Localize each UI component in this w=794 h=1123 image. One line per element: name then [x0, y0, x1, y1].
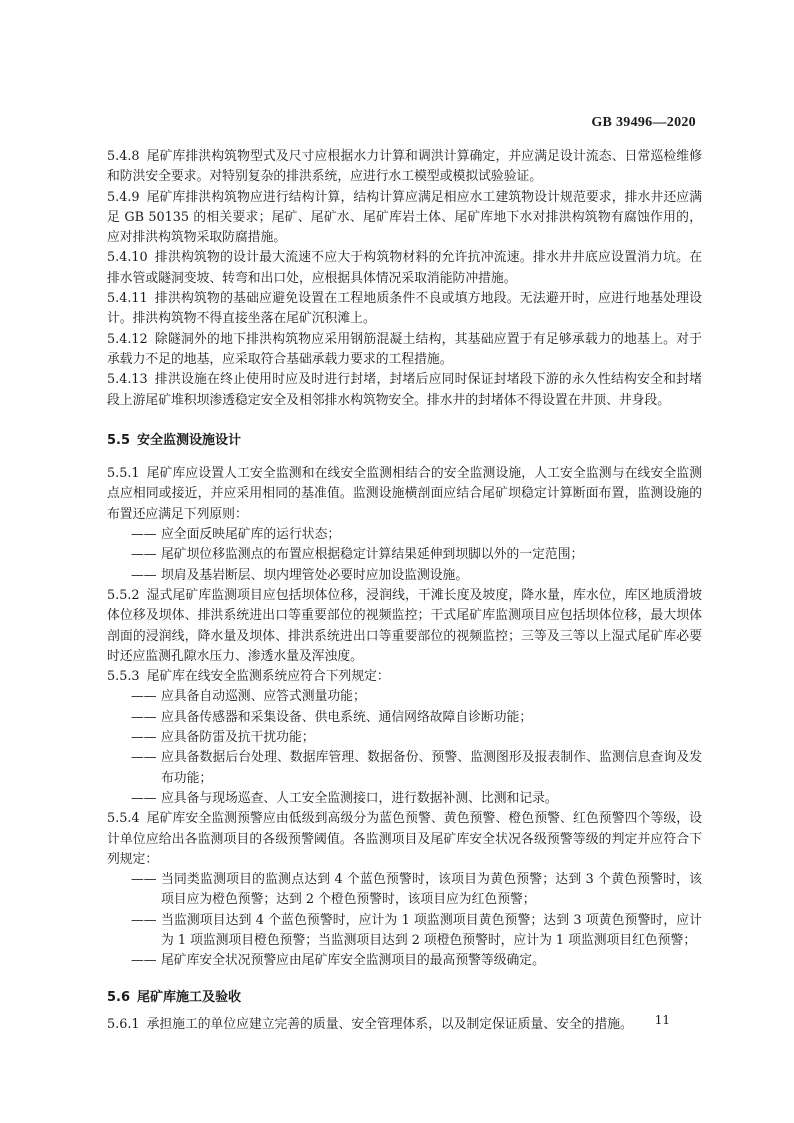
clause-5-6-1: [107, 1015, 702, 1035]
clause-text: 排洪构筑物的基础应避免设置在工程地质条件不良或填方地段。无法避开时，应进行地基处理设计。排洪构筑物不得直接坐落在尾矿沉积滩上。: [107, 291, 702, 327]
section-number: 5.6: [107, 989, 131, 1005]
page-content: [107, 147, 702, 1035]
list-item: [107, 951, 702, 971]
list-item-text: 应全面反映尾矿库的运行状态；: [161, 527, 341, 543]
list-item-text: 应具备传感器和采集设备、供电系统、通信网络故障自诊断功能；: [161, 709, 533, 725]
list-item: [107, 789, 702, 809]
list-item-text: 坝肩及基岩断层、坝内埋管处必要时应加设监测设施。: [161, 567, 469, 583]
clause-text: 尾矿库在线安全监测系统应符合下列规定：: [146, 669, 390, 685]
clause-5-4-11: [107, 289, 702, 330]
list-item-text: 应具备自动巡测、应答式测量功能；: [161, 689, 366, 705]
list-item: [107, 545, 702, 565]
clause-number: 5.4.12: [107, 331, 148, 347]
section-heading-5-6: [107, 988, 702, 1008]
clause-5-4-8: [107, 147, 702, 188]
standard-code-header: GB 39496—2020: [591, 115, 696, 130]
clause-5-5-1: [107, 464, 702, 525]
list-item: [107, 566, 702, 586]
list-item: [107, 708, 702, 728]
clause-5-5-1-list: [107, 525, 702, 586]
clause-number: 5.5.3: [107, 669, 140, 685]
list-item: [107, 728, 702, 748]
clause-text: 尾矿库安全监测预警应由低级到高级分为蓝色预警、黄色预警、橙色预警、红色预警四个等级，设计单位应给出各监测项目的各级预警阈值。各监测项目及尾矿库安全状况各级预警等级的判定并应符合下列规定：: [107, 811, 702, 867]
list-item-text: 当监测项目达到 4 个蓝色预警时，应计为 1 项监测项目黄色预警；达到 3 项黄色预警时，应计为 1 项监测项目橙色预警；当监测项目达到 2 项橙色预警时，应计为 1 项监测项目红色预警；: [161, 912, 702, 948]
clause-text: 尾矿库排洪构筑物应进行结构计算，结构计算应满足相应水工建筑物设计规范要求，排水井还应满足 GB 50135 的相关要求；尾矿、尾矿水、尾矿库岩土体、尾矿库地下水对排洪构筑物有腐蚀作用的，应对排洪构筑物采取防腐措施。: [107, 189, 702, 246]
list-item: [107, 687, 702, 707]
dash-marker: ——: [131, 872, 157, 888]
list-item: [107, 870, 702, 911]
clause-text: 尾矿库应设置人工安全监测和在线安全监测相结合的安全监测设施，人工安全监测与在线安全监测点应相同或接近，并应采用相同的基准值。监测设施横剖面应结合尾矿坝稳定计算断面布置，监测设施的布置还应满足下列原则：: [107, 466, 702, 522]
clause-number: 5.5.1: [107, 466, 140, 482]
clause-5-5-4-list: [107, 870, 702, 971]
section-title: 安全监测设施设计: [137, 432, 242, 448]
clause-text: 排洪设施在终止使用时应及时进行封堵，封堵后应同时保证封堵段下游的永久性结构安全和封堵段上游尾矿堆积坝渗透稳定安全及相邻排水构筑物安全。排水井的封堵体不得设置在井顶、井身段。: [107, 372, 702, 408]
section-number: 5.5: [107, 432, 131, 448]
clause-5-4-12: [107, 330, 702, 371]
list-item-text: 尾矿坝位移监测点的布置应根据稳定计算结果延伸到坝脚以外的一定范围；: [161, 547, 584, 563]
dash-marker: ——: [131, 567, 157, 583]
list-item-text: 应具备与现场巡查、人工安全监测接口，进行数据补测、比测和记录。: [161, 790, 558, 806]
clause-number: 5.5.2: [107, 587, 140, 603]
clause-5-4-10: [107, 248, 702, 289]
clause-number: 5.4.8: [107, 149, 140, 164]
dash-marker: ——: [131, 527, 157, 543]
clause-5-5-2: [107, 586, 702, 667]
dash-marker: ——: [131, 750, 157, 766]
list-item: [107, 911, 702, 952]
list-item-text: 尾矿库安全状况预警应由尾矿库安全监测项目的最高预警等级确定。: [161, 953, 545, 969]
list-item-text: 当同类监测项目的监测点达到 4 个蓝色预警时，该项目为黄色预警；达到 3 个黄色预警时，该项目应为橙色预警；达到 2 个橙色预警时，该项目应为红色预警；: [161, 872, 702, 908]
clause-number: 5.4.13: [107, 372, 148, 388]
clause-text: 湿式尾矿库监测项目应包括坝体位移，浸润线，干滩长度及坡度，降水量，库水位，库区地质滑坡体位移及坝体、排洪系统进出口等重要部位的视频监控；干式尾矿库监测项目应包括坝体位移，最大坝体剖面的浸润线，降水量及坝体、排洪系统进出口等重要部位的视频监控；三等及三等以上湿式尾矿库必要时还应监测孔隙水压力、渗透水量及浑浊度。: [107, 587, 702, 664]
dash-marker: ——: [131, 709, 157, 725]
list-item-text: 应具备数据后台处理、数据库管理、数据备份、预警、监测图形及报表制作、监测信息查询及发布功能；: [161, 750, 702, 786]
page-number: 11: [654, 1013, 670, 1027]
list-item: [107, 748, 702, 789]
section-heading-5-5: [107, 431, 702, 451]
dash-marker: ——: [131, 912, 157, 928]
clause-number: 5.6.1: [107, 1016, 140, 1032]
clause-number: 5.4.11: [107, 291, 148, 307]
clause-text: 除隧洞外的地下排洪构筑物应采用钢筋混凝土结构，其基础应置于有足够承载力的地基上。对于承载力不足的地基，应采取符合基础承载力要求的工程措施。: [107, 331, 702, 367]
dash-marker: ——: [131, 790, 157, 806]
dash-marker: ——: [131, 547, 157, 563]
section-title: 尾矿库施工及验收: [137, 989, 242, 1005]
clause-number: 5.4.10: [107, 250, 148, 266]
clause-5-5-3-list: [107, 687, 702, 809]
clause-number: 5.4.9: [107, 189, 140, 205]
dash-marker: ——: [131, 730, 157, 746]
clause-number: 5.5.4: [107, 811, 140, 827]
clause-5-4-13: [107, 370, 702, 411]
clause-5-5-4: [107, 809, 702, 870]
dash-marker: ——: [131, 689, 157, 705]
list-item-text: 应具备防雷及抗干扰功能；: [161, 730, 315, 746]
clause-5-5-3: [107, 667, 702, 687]
clause-text: 排洪构筑物的设计最大流速不应大于构筑物材料的允许抗冲流速。排水井井底应设置消力坑。在排水管或隧洞变坡、转弯和出口处，应根据具体情况采取消能防冲措施。: [107, 250, 702, 286]
clause-text: 尾矿库排洪构筑物型式及尺寸应根据水力计算和调洪计算确定，并应满足设计流态、日常巡检维修和防洪安全要求。对特别复杂的排洪系统，应进行水工模型或模拟试验验证。: [107, 149, 702, 185]
clause-5-4-9: [107, 188, 702, 249]
clause-text: 承担施工的单位应建立完善的质量、安全管理体系，以及制定保证质量、安全的措施。: [146, 1016, 633, 1032]
dash-marker: ——: [131, 953, 157, 969]
list-item: [107, 525, 702, 545]
